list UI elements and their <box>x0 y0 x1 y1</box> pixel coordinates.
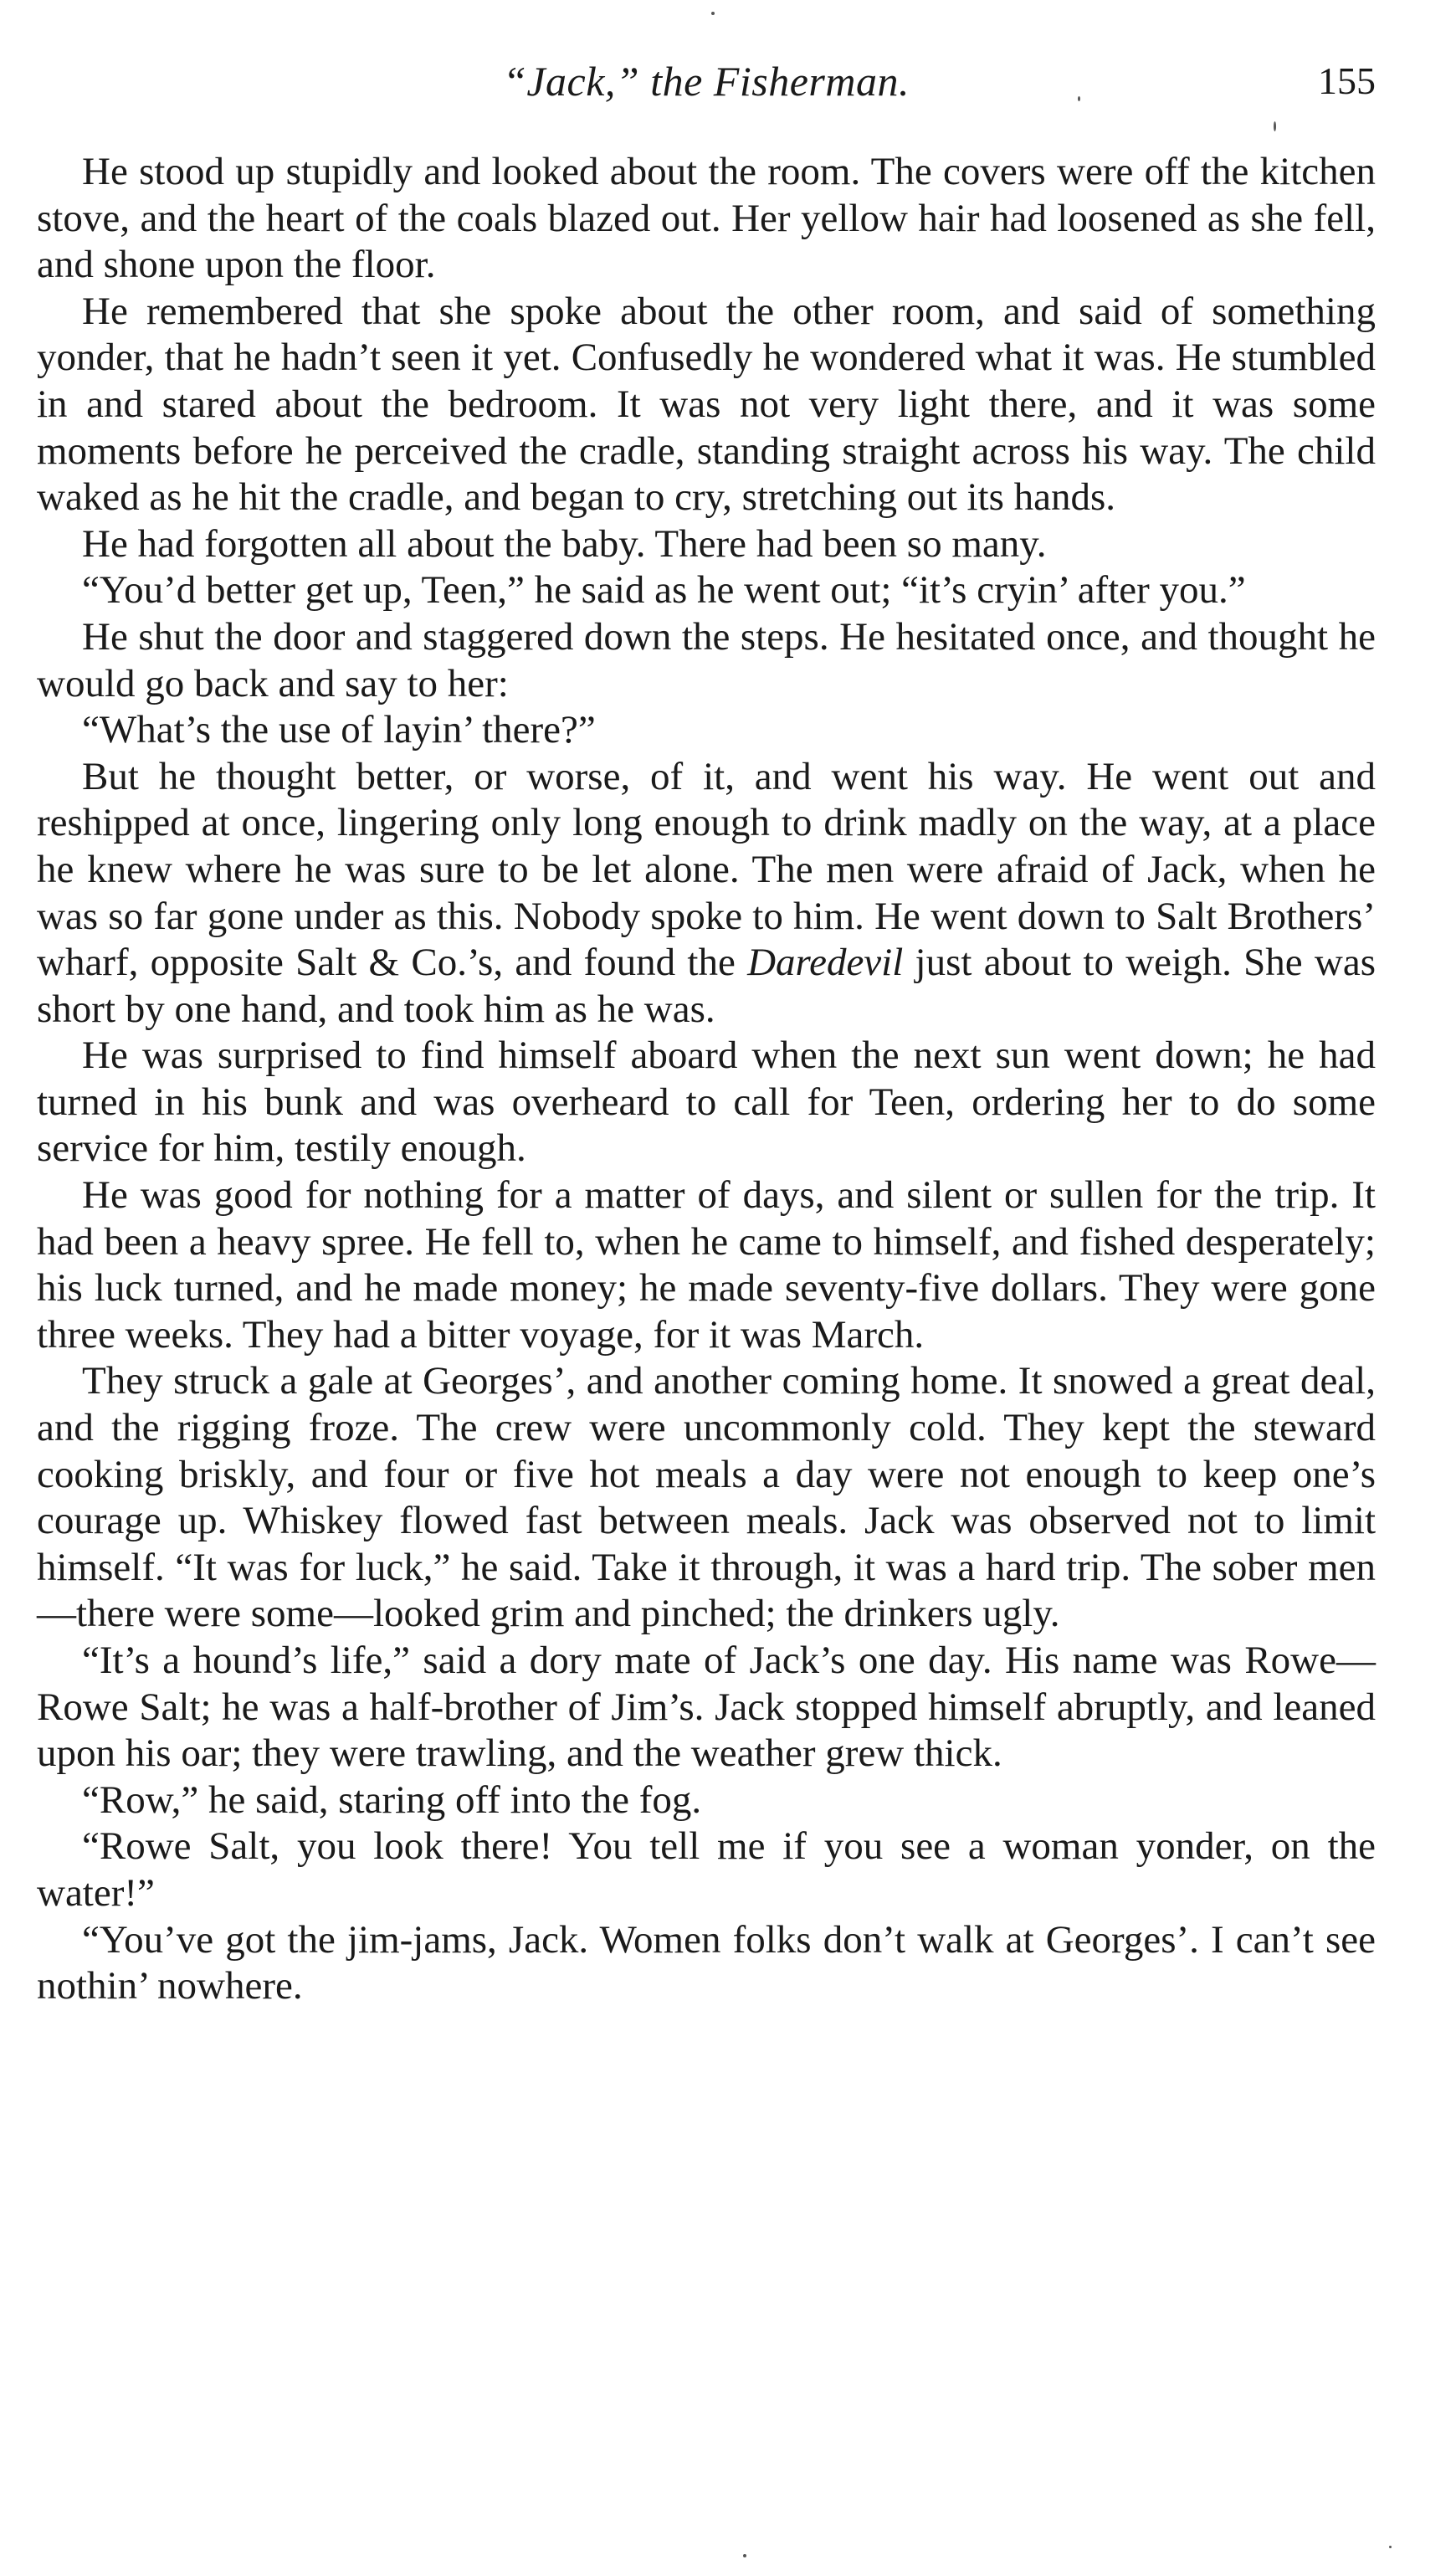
print-speck <box>743 2554 746 2557</box>
paragraph: “You’d better get up, Teen,” he said as he went out; “it’s cryin’ after you.” <box>82 568 1246 613</box>
ship-name: Daredevil <box>747 941 904 985</box>
running-title: “Jack,” the Fisherman. <box>503 58 910 105</box>
print-speck <box>1078 96 1080 101</box>
paragraph-text: just about to weigh. She was short by one hand, and took him as he was. <box>37 941 1376 1031</box>
paragraph: They struck a gale at Georges’, and another coming home. It snowed a great deal, and the rigging froze. The crew were uncommonly cold. They kept the steward cooking briskly, and four or five hot meals a day were not enough to keep one’s courage up. Whiskey flowed fast between meals. Jack was observed not to limit himself. “It was for luck,” he said. Take it through, it was a hard trip. The sober men—there were some—looked grim and pinched; the drinkers ugly. <box>37 1359 1376 1636</box>
paragraph: “You’ve got the jim-jams, Jack. Women folks don’t walk at Georges’. I can’t see nothin’ nowhere. <box>37 1917 1376 2008</box>
print-speck <box>1389 2546 1392 2548</box>
paragraph: He shut the door and staggered down the steps. He hesitated once, and thought he would go back and say to her: <box>37 614 1376 705</box>
page-number: 155 <box>1318 59 1376 102</box>
paragraph: He was surprised to find himself aboard when the next sun went down; he had turned in his bunk and was overheard to call for Teen, ordering her to do some service for him, testily enough. <box>37 1034 1376 1171</box>
body-text <box>37 149 1376 2010</box>
print-speck <box>1274 121 1276 131</box>
paragraph-text: But he thought better, or worse, of it, and went his way. He went out and reshipped at once, lingering only long enough to drink madly on the way, at a place he knew where he was sure to be let alone. The men were afraid of Jack, when he was so far gone under as this. Nobody spoke to him. He went down to Salt Brothers’ wharf, opposite Salt & Co.’s, and found the <box>37 754 1376 985</box>
paragraph: He remembered that she spoke about the other room, and said of something yonder, that he hadn’t seen it yet. Confusedly he wondered what it was. He stumbled in and stared about the bedroom. It was not very light there, and it was some moments before he perceived the cradle, standing straight across his way. The child waked as he hit the cradle, and began to cry, stretching out its hands. <box>37 289 1376 520</box>
paragraph: “Row,” he said, staring off into the fog. <box>82 1777 702 1822</box>
paragraph: “What’s the use of layin’ there?” <box>82 708 596 752</box>
paragraph <box>37 754 1376 1034</box>
running-head <box>37 52 1376 110</box>
paragraph: “It’s a hound’s life,” said a dory mate of Jack’s one day. His name was Rowe—Rowe Salt; he was a half-brother of Jim’s. Jack stopped himself abruptly, and leaned upon his oar; they were trawling, and the weather grew thick. <box>37 1639 1376 1776</box>
paragraph: “Rowe Salt, you look there! You tell me if you see a woman yonder, on the water!” <box>37 1824 1376 1915</box>
paragraph: He stood up stupidly and looked about the room. The covers were off the kitchen stove, and the heart of the coals blazed out. Her yellow hair had loosened as she fell, and shone upon the floor. <box>37 150 1376 287</box>
print-speck <box>711 12 715 15</box>
paragraph: He had forgotten all about the baby. There had been so many. <box>82 521 1047 566</box>
paragraph: He was good for nothing for a matter of days, and silent or sullen for the trip. It had been a heavy spree. He fell to, when he came to himself, and fished desperately; his luck turned, and he made money; he made seventy-five dollars. They were gone three weeks. They had a bitter voyage, for it was March. <box>37 1173 1376 1357</box>
